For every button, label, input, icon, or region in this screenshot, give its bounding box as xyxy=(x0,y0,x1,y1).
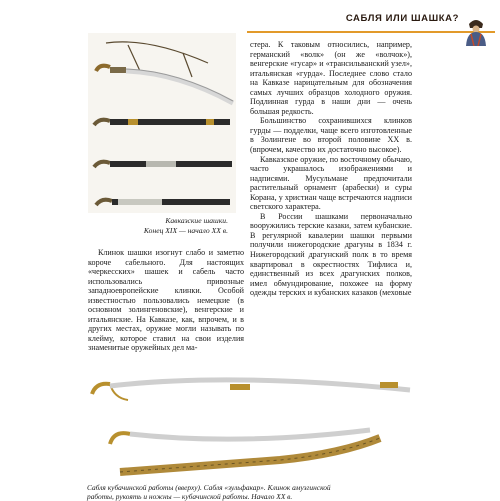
bottom-photo-caption xyxy=(87,483,467,501)
page-header xyxy=(247,12,495,33)
caption-line: Сабля кубачинской работы (вверху). Сабля «зульфакар». Клинок амузгинской xyxy=(87,483,331,492)
section-title: САБЛЯ ИЛИ ШАШКА? xyxy=(345,13,459,24)
caucasian-shashkas-photo xyxy=(88,33,236,213)
caption-line: Кавказские шашки. xyxy=(165,216,228,225)
caption-line: работы, рукоять и ножны — кубачинской работы. Начало XX в. xyxy=(87,492,293,501)
paragraph: Кавказское оружие, по восточному обычаю, часто украшалось изображениями и надписями. Мусульмане предпочитали растительный орнамент (арабески) и суры Корана, у христиан чаще встречаются надписи светского характера. xyxy=(250,154,412,212)
paragraph: Клинок шашки изогнут слабо и заметно короче сабельного. Для настоящих «черкесских» шашек и сабель часто использовались привозные западноевропейские клинки. Особой известностью пользовались немецкие (в основном золингеновские), венгерские и итальянские. На Кавказе, как, впрочем, и в других местах, оружие могли называть по клейму, которое ставил на свои изделия знаменитые оружейных дел ма- xyxy=(88,248,244,353)
paragraph: Большинство сохранившихся клинков гурды — подделки, чаще всего изготовленные в Золингене во второй половине XX в. (впрочем, качество их достаточно высокое). xyxy=(250,116,412,155)
top-photo-caption xyxy=(118,216,228,235)
left-text-column xyxy=(88,248,244,353)
dagestani-warrior-emblem-icon xyxy=(461,14,491,46)
paragraph: В России шашками первоначально вооружились терские казаки, затем кубанские. В регулярной кавалерии шашки первыми получили нижегородские драгуны в 1834 г. Нижегородский драгунский полк в то время квартировал в окрестностях Тифлиса и, единственный из всех драгунских полков, имел обмундирование, похожее на форму одежды терских и кубанских казаков (меховые xyxy=(250,211,412,298)
paragraph: стера. К таковым относились, например, германский «волк» (он же «волчок»), венгерские «гусар» и «трансильванский узел», итальянская «гурда». Последнее слово стало на Кавказе нарицательным для обозначения самых лучших образцов холодного оружия. Подлинная гурда в наши дни — очень большая редкость. xyxy=(250,40,412,116)
caption-line: Конец XIX — начало XX в. xyxy=(143,225,228,235)
right-text-column xyxy=(250,40,412,298)
kubachi-sabres-photo xyxy=(80,368,425,480)
